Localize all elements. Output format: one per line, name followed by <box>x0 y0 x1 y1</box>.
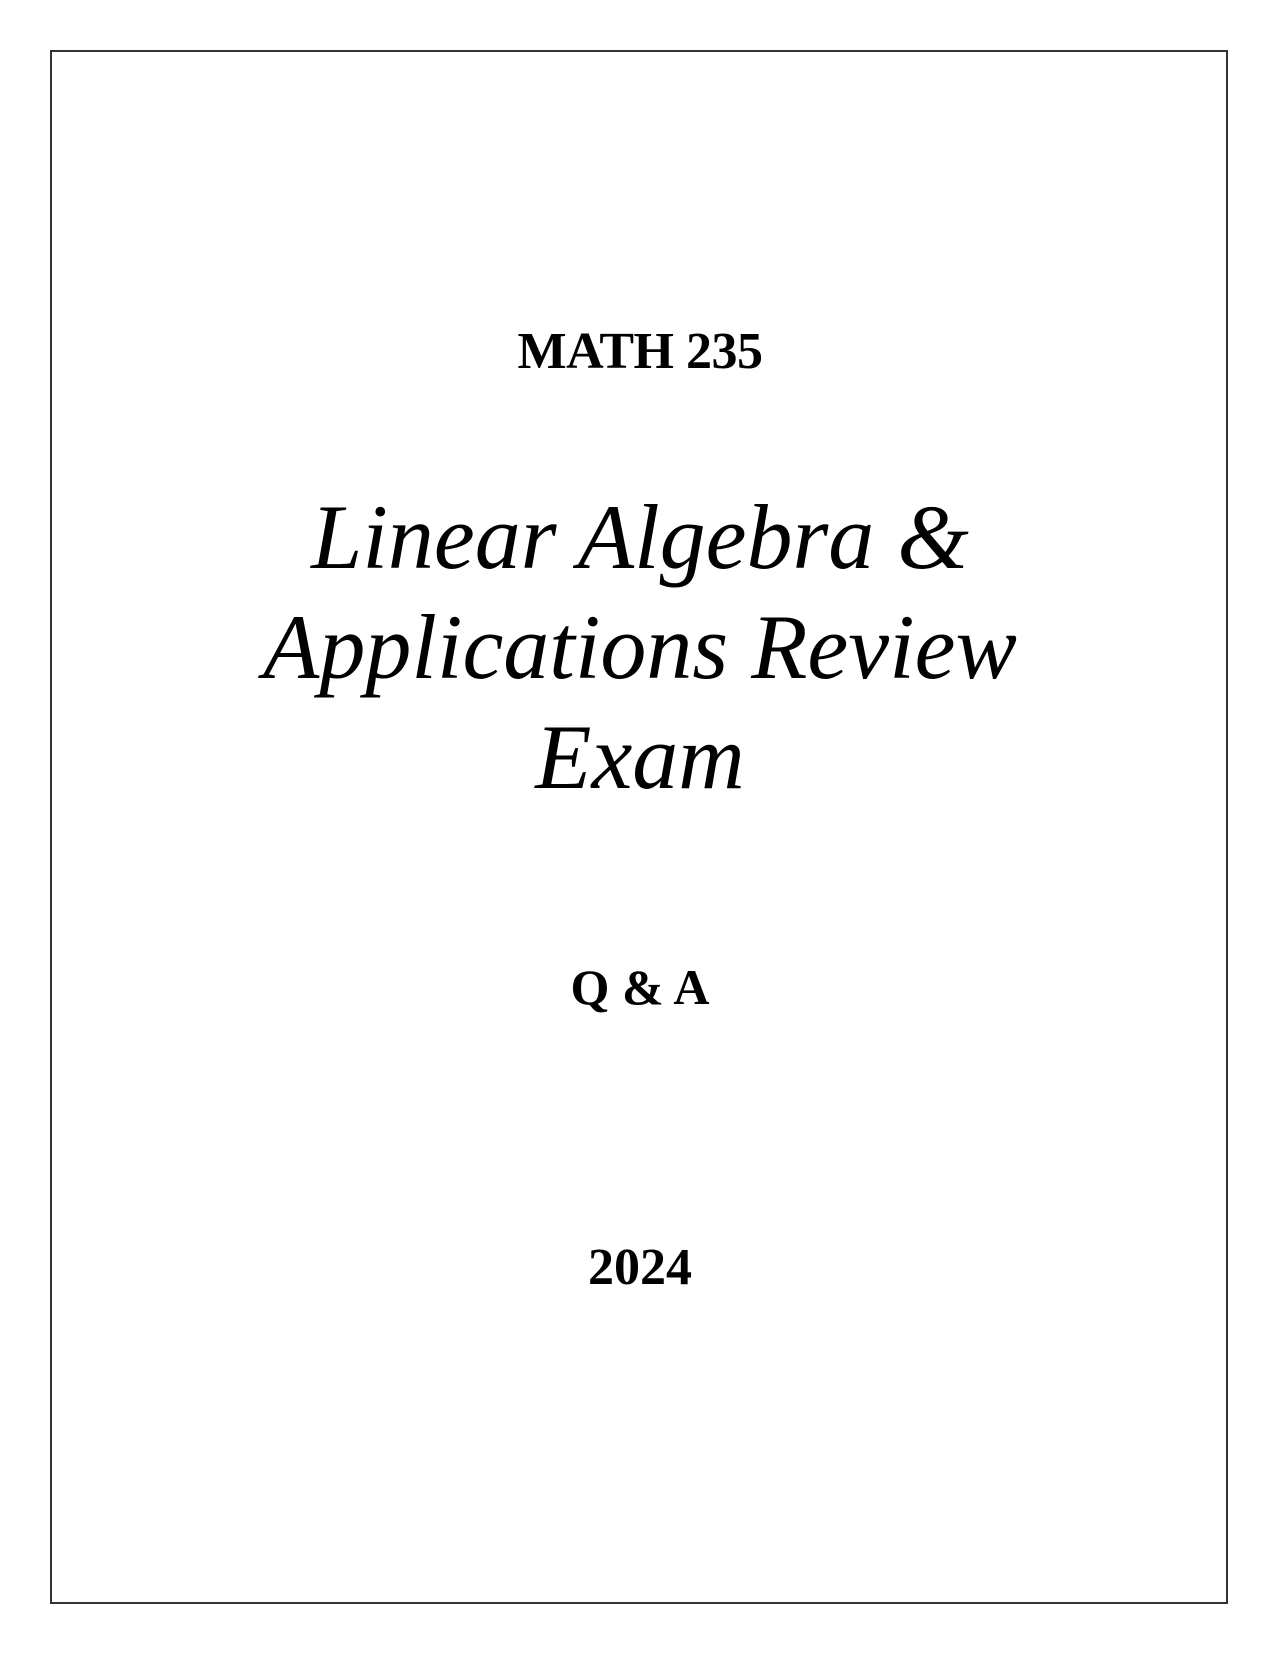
exam-title <box>0 482 1280 812</box>
qa-label: Q & A <box>570 959 710 1015</box>
exam-year: 2024 <box>588 1239 692 1296</box>
course-code: MATH 235 <box>517 323 763 380</box>
page-border <box>50 50 1228 1604</box>
exam-title-line-1: Linear Algebra & <box>311 486 969 588</box>
exam-title-line-2: Applications Review <box>263 596 1017 698</box>
exam-title-line-3: Exam <box>535 706 745 808</box>
